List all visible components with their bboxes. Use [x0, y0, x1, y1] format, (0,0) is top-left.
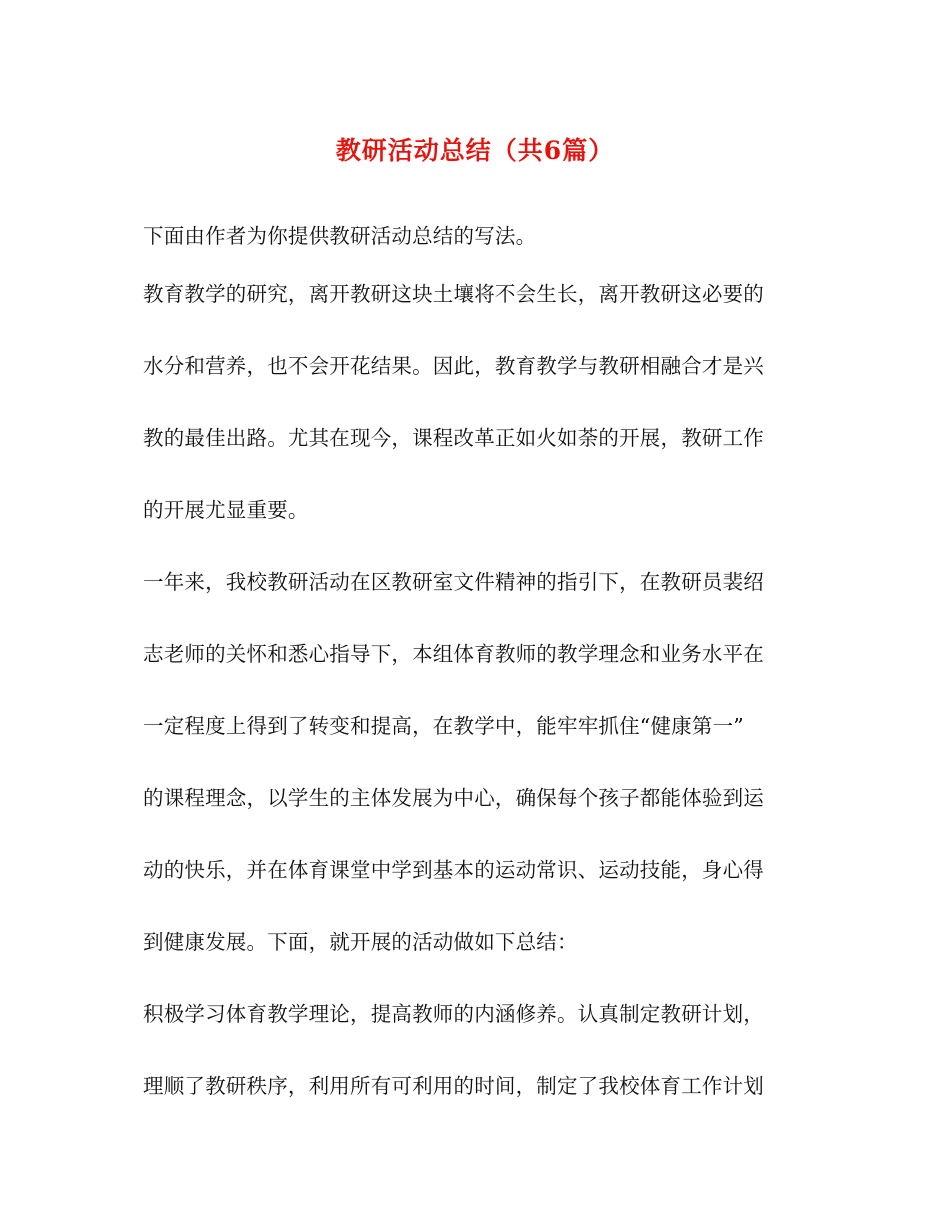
paragraph-2-line-3: 一定程度上得到了转变和提高，在教学中，能牢牢抓住“健康第一” [143, 714, 744, 738]
paragraph-2-line-2: 志老师的关怀和悉心指导下，本组体育教师的教学理念和业务水平在 [143, 642, 764, 666]
paragraph-1-line-3: 教的最佳出路。尤其在现今，课程改革正如火如荼的开展，教研工作 [143, 426, 764, 450]
intro-paragraph [143, 222, 803, 251]
paragraph-1-line-2: 水分和营养，也不会开花结果。因此，教育教学与教研相融合才是兴 [143, 354, 764, 378]
paragraph-1-line-4: 的开展尤显重要。 [143, 498, 309, 522]
paragraph-2 [143, 568, 803, 1000]
paragraph-1 [143, 280, 803, 568]
document-title: 教研活动总结（共6篇） [335, 136, 615, 165]
paragraph-2-line-4: 的课程理念，以学生的主体发展为中心，确保每个孩子都能体验到运 [143, 786, 764, 810]
paragraph-3-line-2: 理顺了教研秩序，利用所有可利用的时间，制定了我校体育工作计划 [143, 1074, 764, 1098]
paragraph-1-line-1: 教育教学的研究，离开教研这块土壤将不会生长，离开教研这必要的 [143, 282, 764, 306]
paragraph-2-line-5: 动的快乐，并在体育课堂中学到基本的运动常识、运动技能，身心得 [143, 858, 764, 882]
paragraph-2-line-1: 一年来，我校教研活动在区教研室文件精神的指引下，在教研员裴绍 [143, 570, 764, 594]
paragraph-2-line-6: 到健康发展。下面，就开展的活动做如下总结： [143, 930, 578, 954]
paragraph-3 [143, 1000, 803, 1144]
paragraph-3-line-1: 积极学习体育教学理论，提高教师的内涵修养。认真制定教研计划， [143, 1002, 764, 1026]
intro-line: 下面由作者为你提供教研活动总结的写法。 [143, 224, 537, 248]
